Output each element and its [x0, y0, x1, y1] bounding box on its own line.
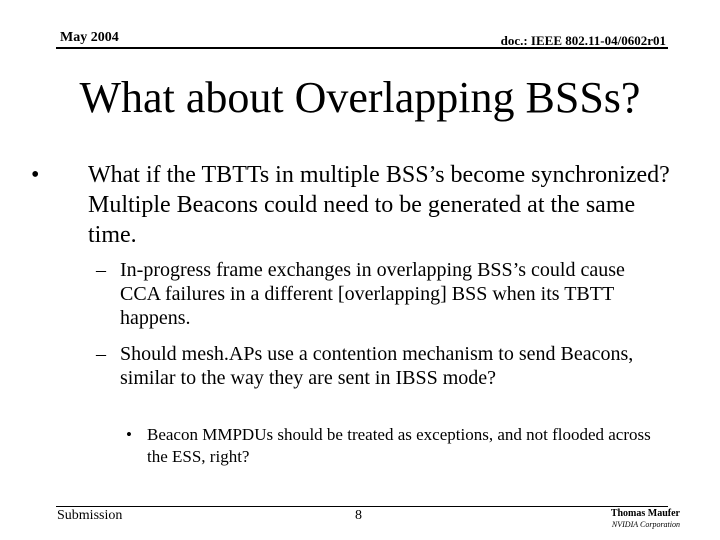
- footer-organization: NVIDIA Corporation: [611, 520, 680, 529]
- slide-title: What about Overlapping BSSs?: [79, 73, 641, 122]
- bullet-level1: [31, 160, 678, 250]
- page-number: 8: [355, 508, 362, 523]
- bullet-text: What if the TBTTs in multiple BSS’s become synchronized? Multiple Beacons could need to be generated at the same time.: [88, 162, 670, 248]
- header-date: May 2004: [60, 30, 119, 45]
- bullet-text: In-progress frame exchanges in overlapping BSS’s could cause CCA failures in a different [overlapping] BSS when its TBTT happens.: [120, 259, 625, 329]
- header-doc-id: doc.: IEEE 802.11-04/0602r01: [500, 33, 666, 48]
- bullet-level2: [96, 342, 660, 390]
- bullet-marker: •: [126, 425, 132, 444]
- bullet-level2: [96, 258, 660, 330]
- dash-marker: –: [96, 343, 106, 365]
- bullet-text: Should mesh.APs use a contention mechanism to send Beacons, similar to the way they are sent in IBSS mode?: [120, 343, 634, 389]
- footer-rule: [56, 506, 668, 507]
- footer-author-block: [611, 508, 680, 530]
- dash-marker: –: [96, 259, 106, 281]
- bullet-level3: [126, 424, 667, 468]
- bullet-marker: •: [31, 162, 40, 188]
- bullet-text: Beacon MMPDUs should be treated as exceptions, and not flooded across the ESS, right?: [147, 425, 651, 466]
- footer-author: Thomas Maufer: [610, 508, 680, 519]
- footer-submission: Submission: [57, 508, 123, 523]
